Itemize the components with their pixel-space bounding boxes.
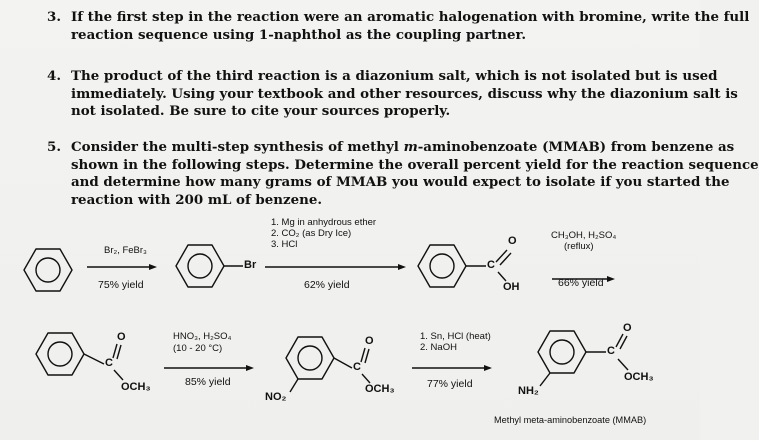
question-text: Consider the multi-step synthesis of methyl m-aminobenzoate (MMAB) from benzene as shown in the following steps. Determine the overall percent yield for the reaction sequence and determine how many grams of MMAB you would expect to isolate if you started the reaction with 200 mL of benzene.: [71, 139, 759, 208]
step3-yield: 66% yield: [558, 277, 604, 289]
mmab-ring: [538, 331, 628, 386]
oxygen-atom-label: O: [623, 322, 632, 334]
step5-reagent-1: 1. Sn, HCl (heat): [420, 331, 491, 342]
step2-reagent-2: 2. CO₂ (as Dry Ice): [271, 228, 352, 239]
step3-reagent-1: CH₃OH, H₂SO₄: [551, 230, 617, 241]
methoxy-label: OCH₃: [365, 383, 395, 395]
step4-reagent-1: HNO₃, H₂SO₄: [173, 331, 232, 342]
bromine-atom-label: Br: [244, 259, 257, 271]
step2-reagent-3: 3. HCl: [271, 239, 298, 250]
oxygen-atom-label: O: [117, 331, 126, 343]
product-caption: Methyl meta-aminobenzoate (MMAB): [494, 415, 647, 425]
carbon-atom-label: C: [353, 361, 361, 373]
carbon-atom-label: C: [105, 357, 113, 369]
question-number: 3.: [47, 9, 61, 25]
carbon-atom-label: C: [607, 345, 615, 357]
nitro-group-label: NO₂: [265, 391, 287, 403]
step5-yield: 77% yield: [427, 378, 473, 390]
methoxy-label: OCH₃: [624, 371, 654, 383]
step4-reagent-2: (10 - 20 °C): [173, 343, 223, 354]
step4-yield: 85% yield: [185, 376, 231, 388]
oxygen-atom-label: O: [365, 335, 374, 347]
step1-yield: 75% yield: [98, 279, 144, 291]
methoxy-label: OCH₃: [121, 381, 151, 393]
question-number: 5.: [47, 139, 61, 155]
question-text: If the first step in the reaction were an aromatic halogenation with bromine, write the full reaction sequence using 1-naphthol as the coupling partner.: [71, 9, 750, 43]
hydroxyl-label: OH: [503, 281, 520, 293]
step2-yield: 62% yield: [304, 279, 350, 291]
step3-reagent-2: (reflux): [564, 241, 594, 252]
question-number: 4.: [47, 68, 61, 84]
step5-reagent-2: 2. NaOH: [420, 342, 457, 353]
carbon-atom-label: C: [487, 259, 495, 271]
oxygen-atom-label: O: [508, 235, 517, 247]
step1-reagents: Br₂, FeBr₃: [104, 245, 147, 256]
bromobenzene-ring: [176, 245, 243, 287]
benzoic-acid-ring: [418, 245, 511, 287]
question-text: The product of the third reaction is a diazonium salt, which is not isolated but is used immediately. Using your textbook and other resources, discuss why the diazonium salt is not isolated. Be sure to cite your sources properly.: [71, 68, 738, 119]
step2-reagent-1: 1. Mg in anhydrous ether: [271, 217, 377, 228]
benzene-ring: [24, 249, 72, 291]
amino-group-label: NH₂: [518, 385, 539, 397]
